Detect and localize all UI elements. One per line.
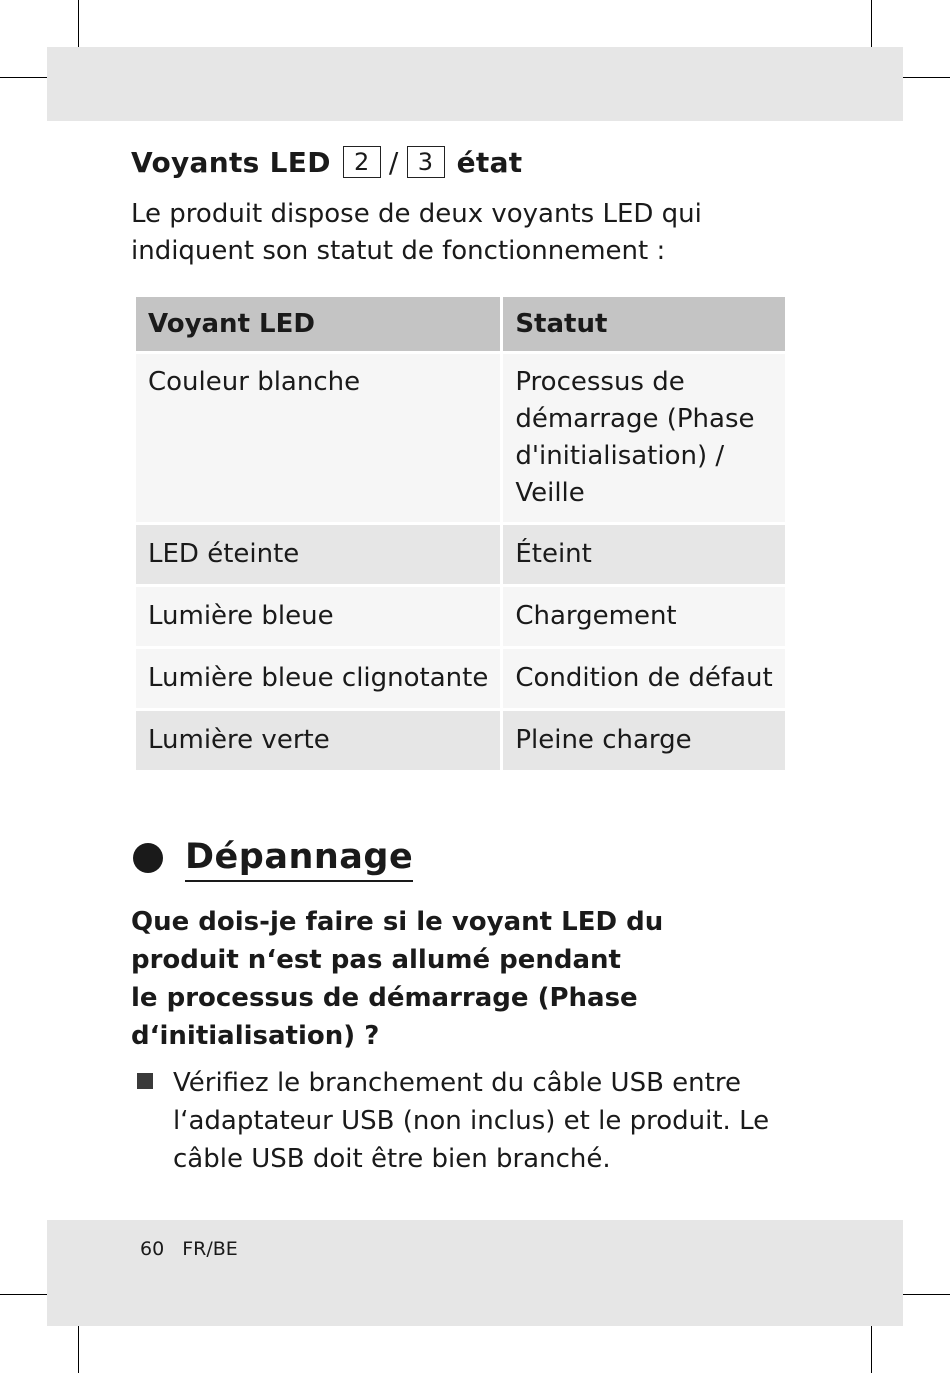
header-band: [47, 47, 903, 121]
table-row: [136, 587, 785, 646]
language-code: FR/BE: [182, 1238, 238, 1260]
list-item-line: l‘adaptateur USB (non inclus) et le produit. Le: [173, 1106, 770, 1136]
question-line: d‘initialisation) ?: [131, 1021, 380, 1051]
intro-paragraph: Le produit dispose de deux voyants LED qui indiquent son statut de fonctionnement :: [131, 199, 702, 266]
heading-separator: /: [388, 146, 399, 179]
column-header-status: Statut: [503, 297, 784, 351]
table-cell-led: Couleur blanche: [136, 354, 500, 522]
list-item: [131, 1064, 791, 1178]
table-cell-led: Lumière verte: [136, 711, 500, 770]
troubleshooting-title: Dépannage: [185, 834, 413, 882]
page-footer: [140, 1236, 238, 1262]
led-status-table: [133, 294, 788, 773]
heading-prefix: Voyants LED: [131, 146, 331, 179]
status-line: d'initialisation) /: [515, 441, 725, 471]
table-cell-led: Lumière bleue clignotante: [136, 649, 500, 708]
table-row: [136, 525, 785, 584]
filled-circle-icon: [133, 843, 163, 873]
list-item-line: câble USB doit être bien branché.: [173, 1144, 611, 1174]
table-cell-led: LED éteinte: [136, 525, 500, 584]
table-row: [136, 649, 785, 708]
table-cell-status: Éteint: [503, 525, 784, 584]
faq-question: [131, 903, 771, 1055]
status-line: Veille: [515, 478, 585, 508]
table-cell-status: Condition de défaut: [503, 649, 784, 708]
list-item-line: Vérifiez le branchement du câble USB entre: [173, 1068, 741, 1098]
table-row: [136, 354, 785, 522]
question-line: Que dois-je faire si le voyant LED du: [131, 907, 664, 937]
question-line: le processus de démarrage (Phase: [131, 983, 638, 1013]
table-row: [136, 711, 785, 770]
table-cell-led: Lumière bleue: [136, 587, 500, 646]
table-cell-status: Pleine charge: [503, 711, 784, 770]
page-number: 60: [140, 1238, 165, 1260]
status-line: Processus de: [515, 367, 685, 397]
heading-suffix: état: [456, 146, 523, 179]
table-header-row: [136, 297, 785, 351]
table-cell-status: [503, 354, 784, 522]
reference-number-box: 2: [343, 146, 381, 178]
led-status-heading: [131, 143, 522, 183]
reference-number-box: 3: [407, 146, 445, 178]
table-cell-status: Chargement: [503, 587, 784, 646]
square-bullet-icon: [137, 1073, 153, 1089]
question-line: produit n‘est pas allumé pendant: [131, 945, 621, 975]
list-item-text: [173, 1064, 791, 1178]
column-header-led: Voyant LED: [136, 297, 500, 351]
status-line: démarrage (Phase: [515, 404, 755, 434]
